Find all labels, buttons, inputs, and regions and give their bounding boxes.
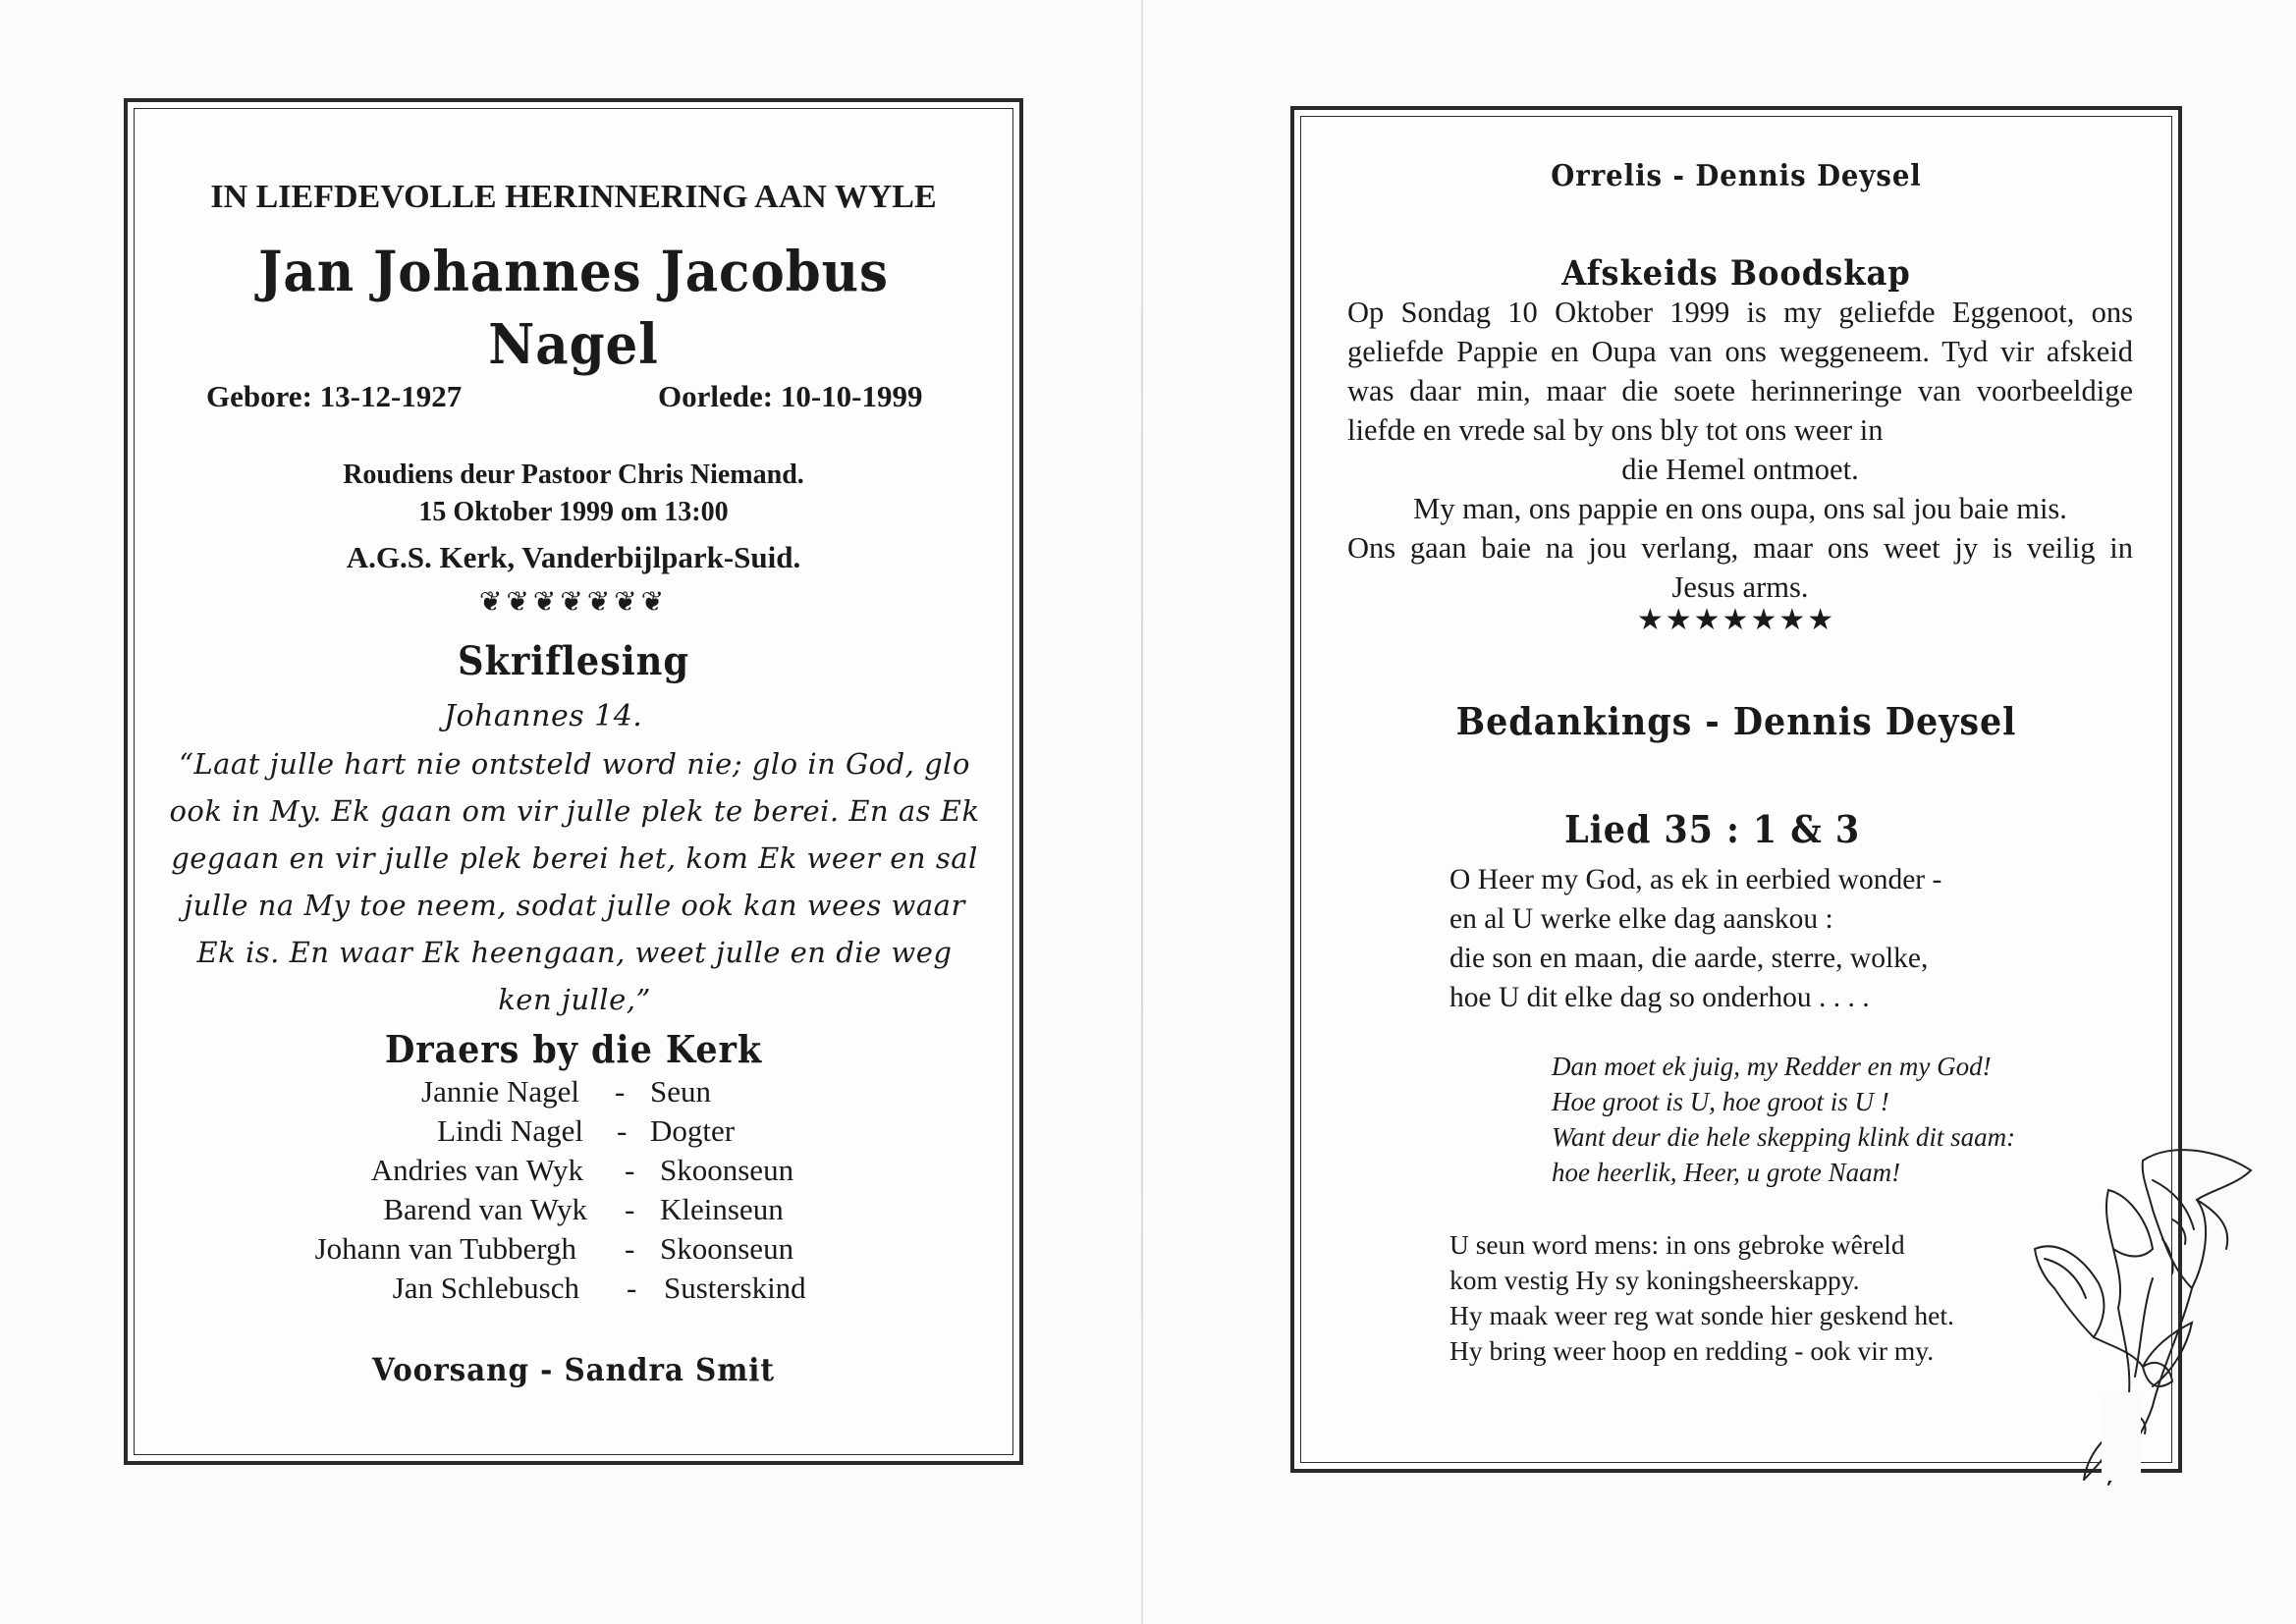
bearer-dash: - <box>627 1271 637 1305</box>
bearer-row <box>128 1231 1019 1271</box>
hymn-verse-3 <box>1449 1227 2058 1369</box>
bearer-name: Jannie Nagel <box>421 1074 579 1109</box>
bearer-name: Johann van Tubbergh <box>314 1231 576 1266</box>
chorus-line: Want deur die hele skepping klink dit saam: <box>1552 1122 2016 1152</box>
bearer-name: Andries van Wyk <box>370 1153 583 1187</box>
bearer-row <box>128 1192 1019 1231</box>
service-venue: A.G.S. Kerk, Vanderbijlpark-Suid. <box>346 540 801 574</box>
bearer-relation: Skoonseun <box>660 1153 794 1187</box>
farewell-paragraph-3-end: Jesus arms. <box>1671 570 1809 604</box>
reading-heading: Skriflesing <box>458 638 689 684</box>
right-program-panel <box>1290 106 2182 1473</box>
hymn-heading: Lied 35 : 1 & 3 <box>1564 807 1861 851</box>
bearer-row <box>128 1271 1019 1310</box>
bearer-row <box>128 1153 1019 1192</box>
bearer-dash: - <box>625 1231 635 1266</box>
hymn-verse-3-line: Hy maak weer reg wat sonde hier geskend het. <box>1449 1300 1954 1330</box>
hymn-verse-1-line: O Heer my God, as ek in eerbied wonder - <box>1449 864 1942 895</box>
farewell-message <box>1347 293 2133 607</box>
farewell-paragraph-1: Op Sondag 10 Oktober 1999 is my geliefde Eggenoot, ons geliefde Pappie en Oupa van ons weggeneem. Tyd vir afskeid was daar min, maar die soete herinneringe van voorbeeldige liefde en vrede sal by ons bly tot ons weer in <box>1347 296 2133 447</box>
service-datetime: 15 Oktober 1999 om 13:00 <box>418 497 729 527</box>
ornament-divider: ❦❦❦❦❦❦❦ <box>478 587 669 618</box>
bearer-name: Lindi Nagel <box>437 1113 583 1148</box>
hymn-verse-1-line: en al U werke elke dag aanskou : <box>1449 903 1833 935</box>
scripture-text: “Laat julle hart nie ontsteld word nie; glo in God, glo ook in My. Ek gaan om vir julle plek te berei. En as Ek gegaan en vir julle plek berei het, kom Ek weer en sal julle na My toe neem, sodat julle ook kan wees waar Ek is. En waar Ek heengaan, weet julle en die weg ken julle,” <box>169 747 980 1016</box>
farewell-heading: Afskeids Boodskap <box>1561 253 1911 294</box>
organist-line: Orrelis - Dennis Deysel <box>1551 159 1922 193</box>
chorus-line: Hoe groot is U, hoe groot is U ! <box>1552 1087 1889 1116</box>
bearer-relation: Seun <box>650 1074 711 1109</box>
hymn-verse-3-line: kom vestig Hy sy koningsheerskappy. <box>1449 1265 1860 1295</box>
bearer-dash: - <box>625 1192 635 1226</box>
hymn-verse-1-line: hoe U dit elke dag so onderhou . . . . <box>1449 982 1870 1013</box>
farewell-paragraph-3: Ons gaan baie na jou verlang, maar ons weet jy is veilig in <box>1347 531 2133 565</box>
reading-reference: Johannes 14. <box>444 699 643 733</box>
calla-lily-illustration <box>2025 1121 2270 1494</box>
bearer-dash: - <box>617 1113 628 1148</box>
hymn-verse-1-line: die son en maan, die aarde, sterre, wolke, <box>1449 943 1929 974</box>
chorus-line: Dan moet ek juig, my Redder en my God! <box>1552 1052 1992 1081</box>
deceased-name-line2: Nagel <box>488 312 659 377</box>
hymn-verse-3-line: U seun word mens: in ons gebroke wêreld <box>1449 1229 1905 1260</box>
service-officiant: Roudiens deur Pastoor Chris Niemand. <box>343 460 804 490</box>
bearer-name: Jan Schlebusch <box>392 1271 579 1305</box>
lead-singing: Voorsang - Sandra Smit <box>372 1351 775 1388</box>
bearer-relation: Dogter <box>650 1113 736 1148</box>
farewell-paragraph-1-end: die Hemel ontmoet. <box>1621 453 1859 486</box>
bearer-relation: Skoonseun <box>660 1231 794 1266</box>
star-divider: ★★★★★★★ <box>1636 604 1836 636</box>
deceased-name-line1: Jan Johannes Jacobus <box>258 240 889 304</box>
farewell-paragraph-2: My man, ons pappie en ons oupa, ons sal jou baie mis. <box>1413 492 2067 525</box>
bearer-row <box>128 1074 1019 1113</box>
bearers-heading: Draers by die Kerk <box>384 1027 763 1071</box>
death-date: Oorlede: 10-10-1999 <box>658 379 923 413</box>
hymn-verse-3-line: Hy bring weer hoop en redding - ook vir my. <box>1449 1335 1935 1366</box>
border-gap <box>2102 1392 2141 1481</box>
bearer-relation: Kleinseun <box>660 1192 784 1226</box>
memorial-intro: IN LIEFDEVOLLE HERINNERING AAN WYLE <box>210 179 937 215</box>
bearer-name: Barend van Wyk <box>383 1192 587 1226</box>
chorus-line: hoe heerlik, Heer, u grote Naam! <box>1552 1158 1901 1187</box>
bearer-dash: - <box>615 1074 626 1109</box>
birth-date: Gebore: 13-12-1927 <box>206 379 463 413</box>
hymn-verse-1 <box>1449 860 2058 1017</box>
bearer-relation: Susterskind <box>664 1271 806 1305</box>
bearer-row <box>128 1113 1019 1153</box>
thanks-line: Bedankings - Dennis Deysel <box>1455 699 2017 743</box>
left-program-panel <box>124 98 1023 1465</box>
bearer-dash: - <box>625 1153 635 1187</box>
page-fold <box>1141 0 1143 1624</box>
